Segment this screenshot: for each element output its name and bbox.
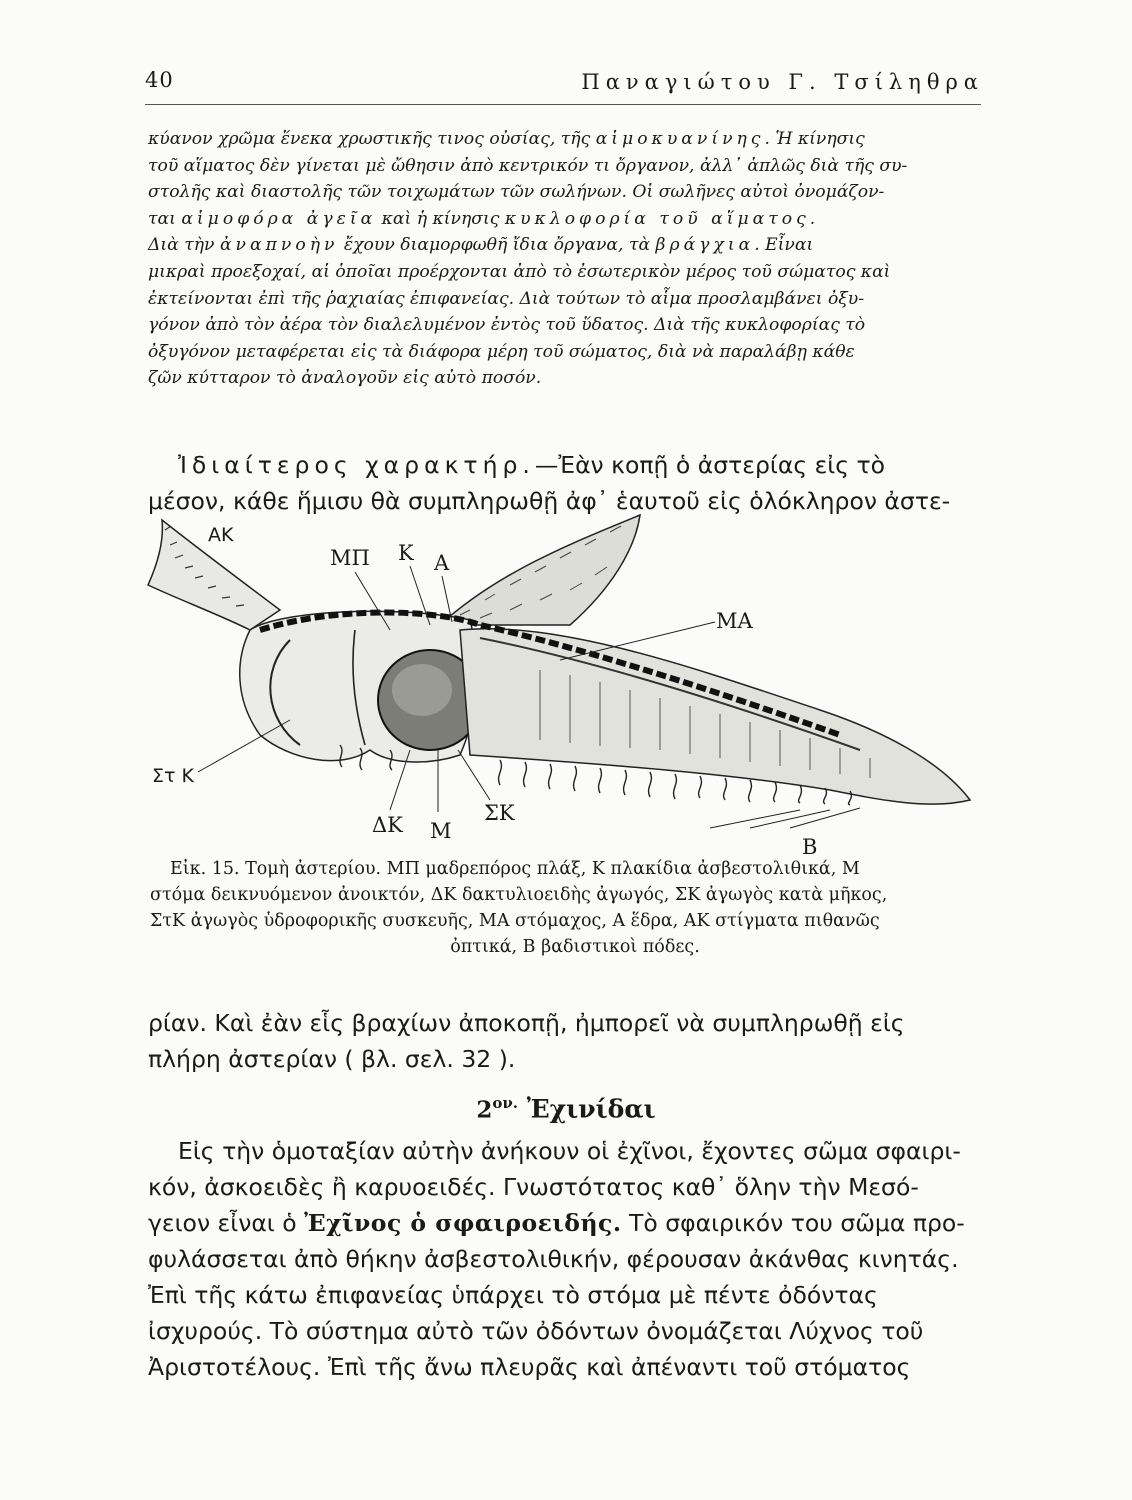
label-stk: Στ Κ — [152, 765, 194, 787]
text-line — [148, 1205, 980, 1241]
text-span: καὶ ἡ κίνησις — [376, 208, 505, 229]
label-dk: ΔΚ — [372, 813, 403, 837]
stomach-highlight — [392, 664, 452, 716]
text-line — [148, 126, 980, 153]
text-line: Ἀριστοτέλους. Ἐπὶ τῆς ἄνω πλευρᾶς καὶ ἀπέναντι τοῦ στόματος — [148, 1353, 911, 1381]
spaced-heading: Ἰδιαίτερος χαρακτήρ. — [178, 451, 535, 479]
spaced-term: ἀναπνοὴν — [219, 235, 339, 256]
text-line: μέσον, κάθε ἥμισυ θὰ συμπληρωθῇ ἀφ᾽ ἑαυτοῦ εἰς ὁλόκληρον ἀστε- — [148, 487, 951, 515]
label-mp: ΜΠ — [330, 546, 370, 570]
running-header-author: Παναγιώτου Γ. Τσίληθρα — [581, 70, 984, 94]
text-line — [148, 232, 980, 259]
caption-line: ΣτΚ ἀγωγὸς ὑδροφορικῆς συσκευῆς, ΜΑ στόμαχος, Α ἕδρα, ΑΚ στίγματα πιθανῶς — [150, 911, 880, 931]
label-m: Μ — [430, 819, 452, 843]
header-rule — [145, 104, 981, 105]
caption-line: Εἰκ. 15. Τομὴ ἀστερίου. ΜΠ μαδρεπόρος πλάξ, Κ πλακίδια ἀσβεστολιθικά, Μ — [170, 859, 860, 879]
long-arm-outline — [460, 629, 970, 804]
small-print-paragraph — [148, 126, 980, 392]
label-a: Α — [434, 551, 450, 575]
species-name: Ἐχῖνος ὁ σφαιροειδής. — [304, 1209, 622, 1237]
text-line: κόν, ἀσκοειδὲς ἢ καρυοειδές. Γνωστότατος καθ᾽ ὅλην τὴν Μεσό- — [148, 1173, 919, 1201]
paragraph-special-character — [148, 447, 978, 519]
text-line: Εἰς τὴν ὁμοταξίαν αὐτὴν ἀνήκουν οἱ ἐχῖνοι, ἔχοντες σῶμα σφαιρι- — [178, 1137, 961, 1165]
text-span: . Εἶναι — [754, 235, 814, 256]
text-line: τοῦ αἵματος δὲν γίνεται μὲ ὤθησιν ἀπὸ κεντρικόν τι ὄργανον, ἀλλ᾽ ἁπλῶς διὰ τῆς συ- — [148, 155, 908, 176]
text-span: γειον εἶναι ὁ — [148, 1209, 305, 1237]
text-line: μικραὶ προεξοχαί, αἱ ὁποῖαι προέρχονται ἀπὸ τὸ ἐσωτερικὸν μέρος τοῦ σώματος καὶ — [148, 261, 891, 282]
paragraph-regeneration — [148, 1005, 948, 1077]
paragraph-echinoidea — [148, 1133, 980, 1385]
spaced-term: αἱμοκυανίνης — [595, 129, 765, 149]
text-line: ἰσχυρούς. Τὸ σύστημα αὐτὸ τῶν ὀδόντων ὀνομάζεται Λύχνος τοῦ — [148, 1317, 924, 1345]
section-title: Ἐχινίδαι — [526, 1094, 656, 1124]
text-line — [178, 447, 978, 483]
text-line — [148, 206, 980, 233]
text-span: . — [809, 208, 816, 229]
caption-line: ὀπτικά, Β βαδιστικοὶ πόδες. — [450, 937, 700, 957]
text-span: Διὰ τὴν — [148, 235, 220, 256]
text-line: Ἐπὶ τῆς κάτω ἐπιφανείας ὑπάρχει τὸ στόμα μὲ πέντε ὀδόντας — [148, 1281, 878, 1309]
starfish-section-figure — [140, 510, 980, 855]
section-number-suffix: ον. — [492, 1094, 518, 1112]
text-line: στολῆς καὶ διαστολῆς τῶν τοιχωμάτων τῶν σωλήνων. Οἱ σωλῆνες αὐτοὶ ὀνομάζον- — [148, 182, 885, 203]
label-b: Β — [802, 835, 818, 855]
text-span: Τὸ σφαιρικόν του σῶμα προ- — [621, 1209, 965, 1237]
section-heading-echinoidea — [0, 1094, 1132, 1123]
figure-caption — [150, 856, 980, 960]
caption-line: στόμα δεικνυόμενον ἀνοικτόν, ΔΚ δακτυλιοειδὴς ἀγωγός, ΣΚ ἀγωγὸς κατὰ μῆκος, — [150, 885, 888, 905]
text-line: ὀξυγόνον μεταφέρεται εἰς τὰ διάφορα μέρη τοῦ σώματος, διὰ νὰ παραλάβῃ κάθε — [148, 341, 855, 362]
text-line: ἐκτείνονται ἐπὶ τῆς ῥαχιαίας ἐπιφανείας. Διὰ τούτων τὸ αἷμα προσλαμβάνει ὀξυ- — [148, 288, 865, 309]
label-ma: ΜΑ — [716, 609, 753, 633]
starfish-diagram — [140, 510, 980, 855]
text-span: ἔχουν διαμορφωθῆ ἴδια ὄργανα, τὰ — [338, 235, 656, 256]
text-span: —Ἐὰν κοπῇ ὁ ἀστερίας εἰς τὸ — [534, 451, 886, 479]
text-line: φυλάσσεται ἀπὸ θήκην ἀσβεστολιθικήν, φέρουσαν ἀκάνθας κινητάς. — [148, 1245, 959, 1273]
section-number: 2 — [476, 1096, 493, 1124]
label-ak: ΑΚ — [208, 524, 234, 546]
text-span: . Ἡ κίνησις — [764, 129, 865, 149]
spaced-term: κυκλοφορία τοῦ αἵματος — [504, 208, 810, 229]
label-k: Κ — [398, 541, 414, 565]
label-sk: ΣΚ — [484, 801, 515, 825]
text-span: ται — [148, 208, 182, 229]
spaced-term: βράγχια — [655, 235, 755, 256]
page-number: 40 — [145, 68, 174, 92]
text-line: ζῶν κύτταρον τὸ ἀναλογοῦν εἰς αὐτὸ ποσόν. — [148, 368, 542, 389]
text-span: κύανον χρῶμα ἕνεκα χρωστικῆς τινος οὐσίας, τῆς — [148, 129, 596, 149]
text-line: γόνον ἀπὸ τὸν ἀέρα τὸν διαλελυμένον ἐντὸς τοῦ ὕδατος. Διὰ τῆς κυκλοφορίας τὸ — [148, 315, 866, 336]
text-line: πλήρη ἀστερίαν ( βλ. σελ. 32 ). — [148, 1045, 516, 1073]
spaced-term: αἱμοφόρα ἀγεῖα — [181, 208, 377, 229]
text-line: ρίαν. Καὶ ἐὰν εἷς βραχίων ἀποκοπῇ, ἠμπορεῖ νὰ συμπληρωθῇ εἰς — [148, 1009, 905, 1037]
